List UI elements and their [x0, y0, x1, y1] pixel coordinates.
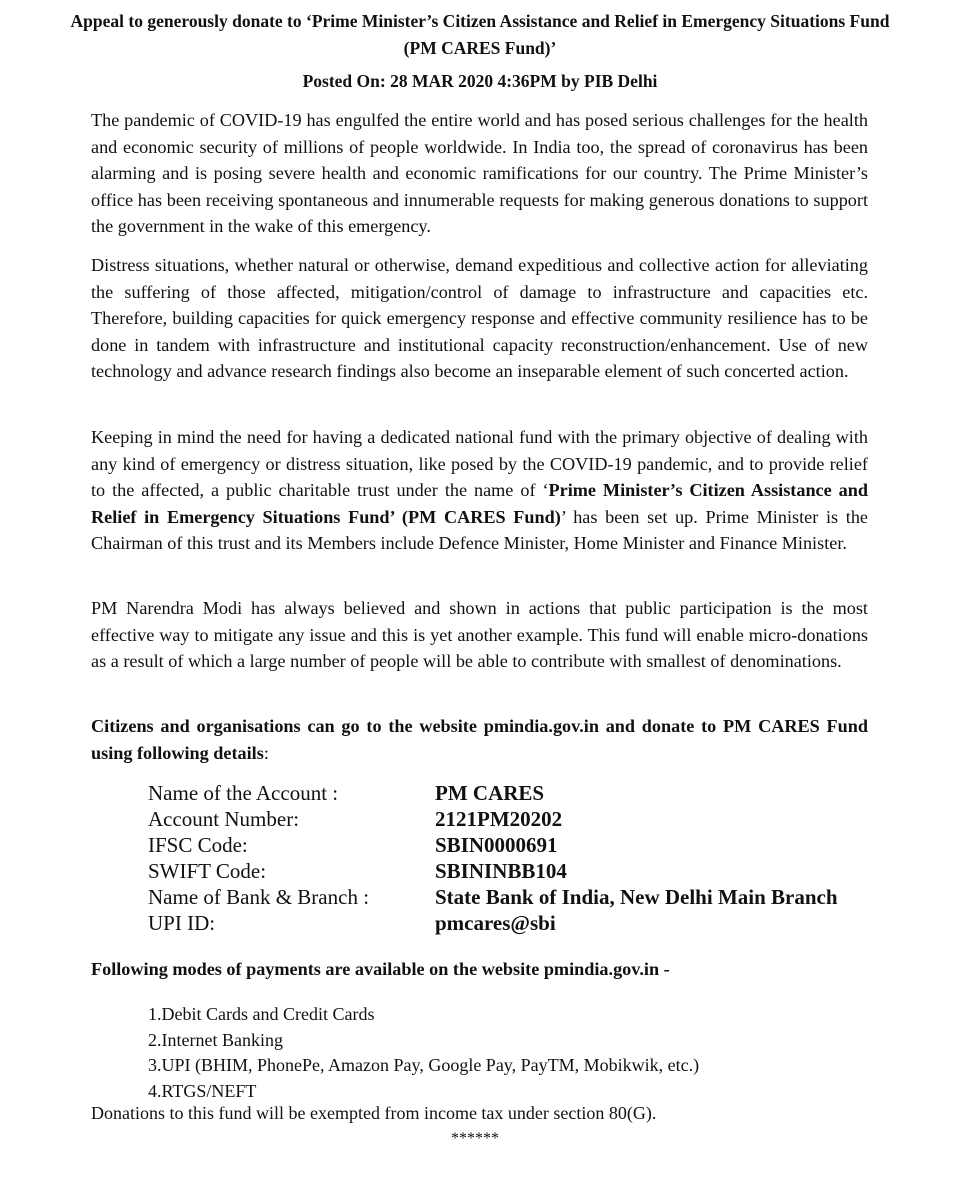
- account-label: Name of Bank & Branch :: [148, 885, 370, 909]
- account-details: [148, 780, 838, 936]
- account-value: PM CARES: [435, 781, 545, 805]
- account-value: SBININBB104: [435, 859, 567, 883]
- posted-date: Posted On: 28 MAR 2020 4:36PM by PIB Delhi: [302, 71, 658, 91]
- account-row: [148, 884, 838, 910]
- donate-instructions: Citizens and organisations can go to the website pmindia.gov.in and donate to PM CARES Fund using following details: [91, 716, 868, 763]
- payment-mode: 4.RTGS/NEFT: [148, 1080, 257, 1101]
- account-value: 2121PM20202: [435, 807, 563, 831]
- tax-exemption-note: Donations to this fund will be exempted from income tax under section 80(G).: [91, 1103, 657, 1123]
- account-label: UPI ID:: [148, 911, 216, 935]
- payment-mode: 1.Debit Cards and Credit Cards: [148, 1004, 375, 1024]
- account-label: Name of the Account :: [148, 781, 339, 805]
- account-value: pmcares@sbi: [435, 911, 556, 935]
- paragraph-2: Distress situations, whether natural or otherwise, demand expeditious and collective action for alleviating the suffering of those affected, mitigation/control of damage to infrastructure and capacities etc. Therefore, building capacities for quick emergency response and effective community resilience has to be done in tandem with infrastructure and institutional capacity reconstruction/enhancement. Use of new technology and advance research findings also become an inseparable element of such concerted action.: [91, 255, 868, 382]
- fund-name: Prime Minister’s Citizen Assistance and Relief in Emergency Situations Fund’ (PM CARES Fund): [91, 480, 868, 527]
- payment-modes-list: [148, 1002, 699, 1104]
- account-row: [148, 832, 838, 858]
- end-marker: ******: [451, 1130, 499, 1147]
- paragraph-3-text-end: ’ has been set up. Prime Minister is the Chairman of this trust and its Members include Defence Minister, Home Minister and Finance Minister.: [91, 506, 868, 554]
- paragraph-3: [91, 424, 868, 557]
- paragraph-5: [91, 713, 868, 766]
- paragraph-3-text: Keeping in mind the need for having a dedicated national fund with the primary objective of dealing with any kind of emergency or distress situation, like posed by the COVID-19 pandemic, and to provide relief to the affected, a public charitable trust under the name of ‘: [91, 427, 868, 501]
- paragraph-1: The pandemic of COVID-19 has engulfed the entire world and has posed serious challenges for the health and economic security of millions of people worldwide. In India too, the spread of coronavirus has been alarming and is posing severe health and economic ramifications for our country. The Prime Minister’s office has been receiving spontaneous and innumerable requests for making generous donations to support the government in the wake of this emergency.: [91, 110, 868, 237]
- account-row: [148, 806, 838, 832]
- payment-modes-heading: Following modes of payments are available on the website pmindia.gov.in -: [91, 959, 670, 979]
- account-row: [148, 780, 838, 806]
- colon: :: [263, 742, 269, 763]
- account-label: SWIFT Code:: [148, 859, 267, 883]
- account-label: IFSC Code:: [148, 833, 248, 857]
- account-value: State Bank of India, New Delhi Main Branch: [435, 885, 838, 909]
- paragraph-4: PM Narendra Modi has always believed and shown in actions that public participation is the most effective way to mitigate any issue and this is yet another example. This fund will enable micro-donations as a result of which a large number of people will be able to contribute with smallest of denominations.: [91, 598, 868, 672]
- payment-mode: 2.Internet Banking: [148, 1029, 283, 1050]
- account-label: Account Number:: [148, 807, 300, 831]
- payment-mode: 3.UPI (BHIM, PhonePe, Amazon Pay, Google Pay, PayTM, Mobikwik, etc.): [148, 1055, 700, 1075]
- account-value: SBIN0000691: [435, 833, 558, 857]
- document-title: Appeal to generously donate to ‘Prime Minister’s Citizen Assistance and Relief in Emergency Situations Fund (PM CARES Fund)’: [70, 11, 890, 58]
- account-row: [148, 858, 838, 884]
- account-row: [148, 910, 838, 936]
